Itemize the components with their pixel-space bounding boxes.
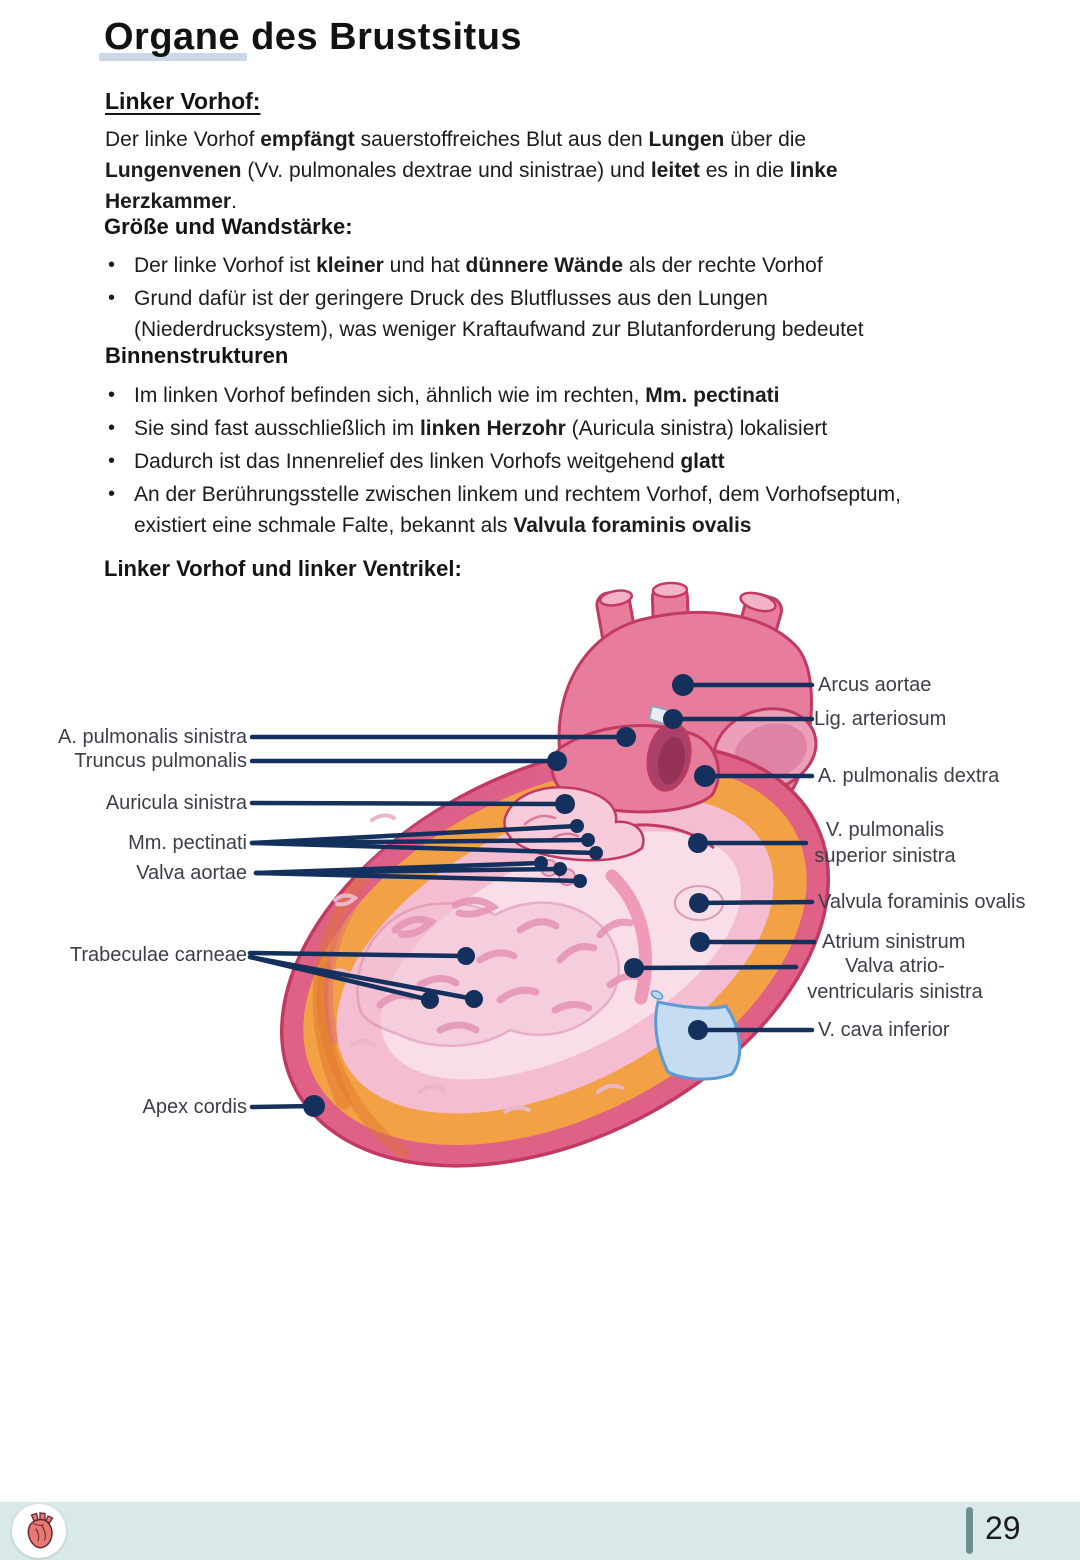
page-number: 29 (985, 1510, 1021, 1546)
papillary-region (357, 903, 618, 1046)
bullet-item: • Der linke Vorhof ist kleiner und hat dünnere Wände als der rechte Vorhof (105, 250, 950, 281)
subheading-binnenstrukturen: Binnenstrukturen (105, 343, 289, 368)
label-line: V. pulmonalis (825, 819, 945, 841)
label-truncus-pulmonalis: Truncus pulmonalis (74, 750, 247, 772)
label-a-pulmonalis-dextra: A. pulmonalis dextra (818, 765, 1000, 787)
branch-mouth (653, 582, 687, 597)
section-heading-linker-vorhof: Linker Vorhof: (105, 88, 261, 114)
footer-bar (0, 1502, 1080, 1560)
subheading-groesse-wandstaerke: Größe und Wandstärke: (104, 214, 353, 239)
bullet-item: • Im linken Vorhof befinden sich, ähnlich wie im rechten, Mm. pectinati (105, 380, 950, 411)
bullet-item: • Dadurch ist das Innenrelief des linken Vorhofs weitgehend glatt (105, 446, 950, 477)
bullet-item: • Sie sind fast ausschließlich im linken Herzohr (Auricula sinistra) lokalisiert (105, 413, 950, 444)
label-line: Valva atrio- (845, 955, 945, 977)
vena-cava-inferior-shape (656, 1002, 740, 1079)
page-title: Organe des Brustsitus (104, 16, 523, 58)
label-valva-atrioventricularis-sinistra (790, 953, 1000, 1005)
heart-logo-icon (21, 1511, 57, 1551)
label-atrium-sinistrum: Atrium sinistrum (822, 931, 966, 953)
label-line: ventricularis sinistra (807, 981, 983, 1003)
label-v-cava-inferior: V. cava inferior (818, 1019, 950, 1041)
label-a-pulmonalis-sinistra: A. pulmonalis sinistra (58, 726, 247, 748)
label-valva-aortae: Valva aortae (136, 862, 247, 884)
label-v-pulmonalis-superior-sinistra (800, 817, 970, 869)
label-trabeculae-carneae: Trabeculae carneae (69, 944, 247, 966)
label-apex-cordis: Apex cordis (142, 1096, 247, 1118)
diagram-heading: Linker Vorhof und linker Ventrikel: (104, 556, 462, 581)
label-line: superior sinistra (814, 845, 956, 867)
footer-logo-circle (12, 1504, 66, 1558)
label-valvula-foraminis-ovalis: Valvula foraminis ovalis (818, 891, 1026, 913)
bullet-item: • An der Berührungsstelle zwischen linkem und rechtem Vorhof, dem Vorhofseptum, existiert eine schmale Falte, bekannt als Valvula foraminis ovalis (105, 479, 950, 541)
label-auricula-sinistra: Auricula sinistra (105, 792, 247, 814)
label-arcus-aortae: Arcus aortae (818, 674, 932, 696)
label-mm-pectinati: Mm. pectinati (128, 832, 247, 854)
footer-accent-bar (966, 1507, 973, 1554)
bullet-item: • Grund dafür ist der geringere Druck des Blutflusses aus den Lungen (Niederdrucksystem), was weniger Kraftaufwand zur Blutanforderung bedeutet (105, 283, 950, 345)
label-lig-arteriosum: Lig. arteriosum (814, 708, 947, 730)
intro-paragraph: Der linke Vorhof empfängt sauerstoffreiches Blut aus den Lungen über die Lungenvenen (Vv. pulmonales dextrae und sinistrae) und leitet es in die linke Herzkammer. (105, 128, 838, 213)
